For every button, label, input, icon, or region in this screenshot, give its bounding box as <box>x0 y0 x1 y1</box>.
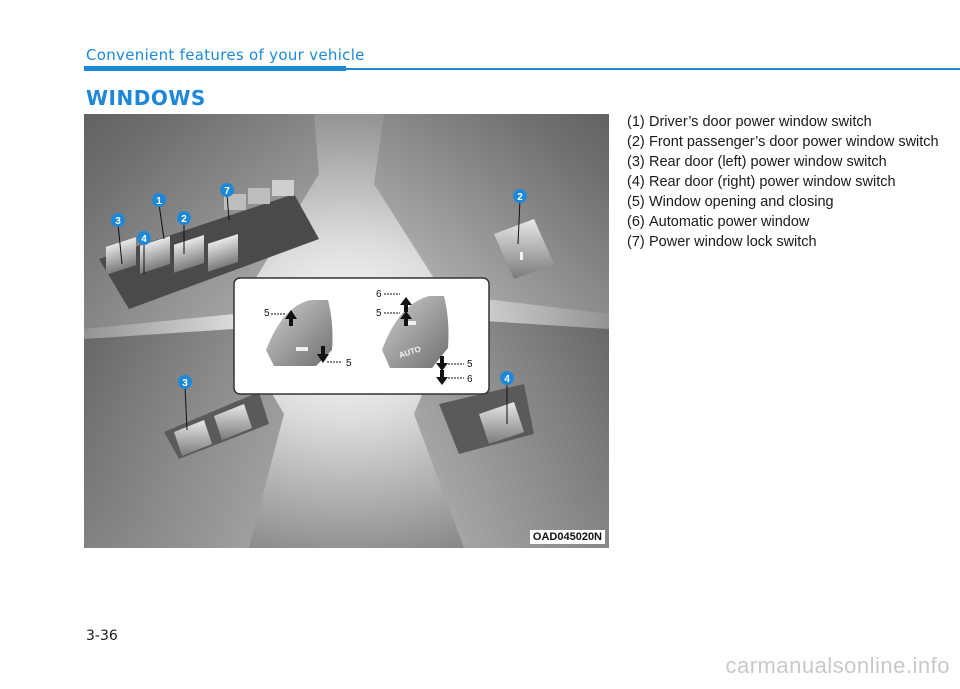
legend-item <box>627 233 947 251</box>
legend-item-number: (1) <box>627 114 645 130</box>
callout-3-rear-label: 3 <box>182 378 188 389</box>
page-number: 3-36 <box>86 628 118 644</box>
legend-item-text: Rear door (right) power window switch <box>649 174 896 190</box>
inset-left-label-up: 5 <box>264 308 270 319</box>
legend-item-number: (5) <box>627 194 645 210</box>
header-section-title: Convenient features of your vehicle <box>86 46 365 64</box>
legend-item-text: Window opening and closing <box>649 194 834 210</box>
legend-item-number: (2) <box>627 134 645 150</box>
header-rule-thin <box>346 68 960 70</box>
window-switch-illustration <box>84 114 609 548</box>
inset-right-label-auto-up: 6 <box>376 289 382 300</box>
callout-1-label: 1 <box>156 196 162 207</box>
legend-item-text: Power window lock switch <box>649 234 817 250</box>
header-rule-thick <box>84 66 346 71</box>
legend-item-number: (4) <box>627 174 645 190</box>
callout-2-passenger-label: 2 <box>517 192 523 203</box>
illustration-svg <box>84 114 609 548</box>
page-title: WINDOWS <box>86 86 206 110</box>
inset-right-label-auto-down: 6 <box>467 374 473 385</box>
legend-item-text: Driver’s door power window switch <box>649 114 872 130</box>
legend-item <box>627 153 947 171</box>
legend-item-text: Front passenger’s door power window switch <box>649 134 939 150</box>
legend-item <box>627 133 947 151</box>
legend-item <box>627 173 947 191</box>
callout-7-label: 7 <box>224 186 230 197</box>
legend-item-number: (3) <box>627 154 645 170</box>
legend-item <box>627 193 947 211</box>
inset-right-label-up: 5 <box>376 308 382 319</box>
watermark: carmanualsonline.info <box>725 653 950 678</box>
legend-item <box>627 113 947 131</box>
callout-4-rear-label: 4 <box>504 374 510 385</box>
inset-right-label-down: 5 <box>467 359 473 370</box>
callout-3-front-label: 3 <box>115 216 121 227</box>
legend-item-number: (6) <box>627 214 645 230</box>
legend-item-number: (7) <box>627 234 645 250</box>
callout-2-front-label: 2 <box>181 214 187 225</box>
inset-switch-detail <box>234 278 489 394</box>
figure-code: OAD045020N <box>530 530 605 544</box>
legend-list <box>627 113 947 253</box>
legend-item-text: Automatic power window <box>649 214 810 230</box>
legend-item-text: Rear door (left) power window switch <box>649 154 887 170</box>
inset-left-label-down: 5 <box>346 358 352 369</box>
callout-4-front-label: 4 <box>141 234 147 245</box>
inset-auto-label: AUTO <box>397 344 423 360</box>
legend-item <box>627 213 947 231</box>
